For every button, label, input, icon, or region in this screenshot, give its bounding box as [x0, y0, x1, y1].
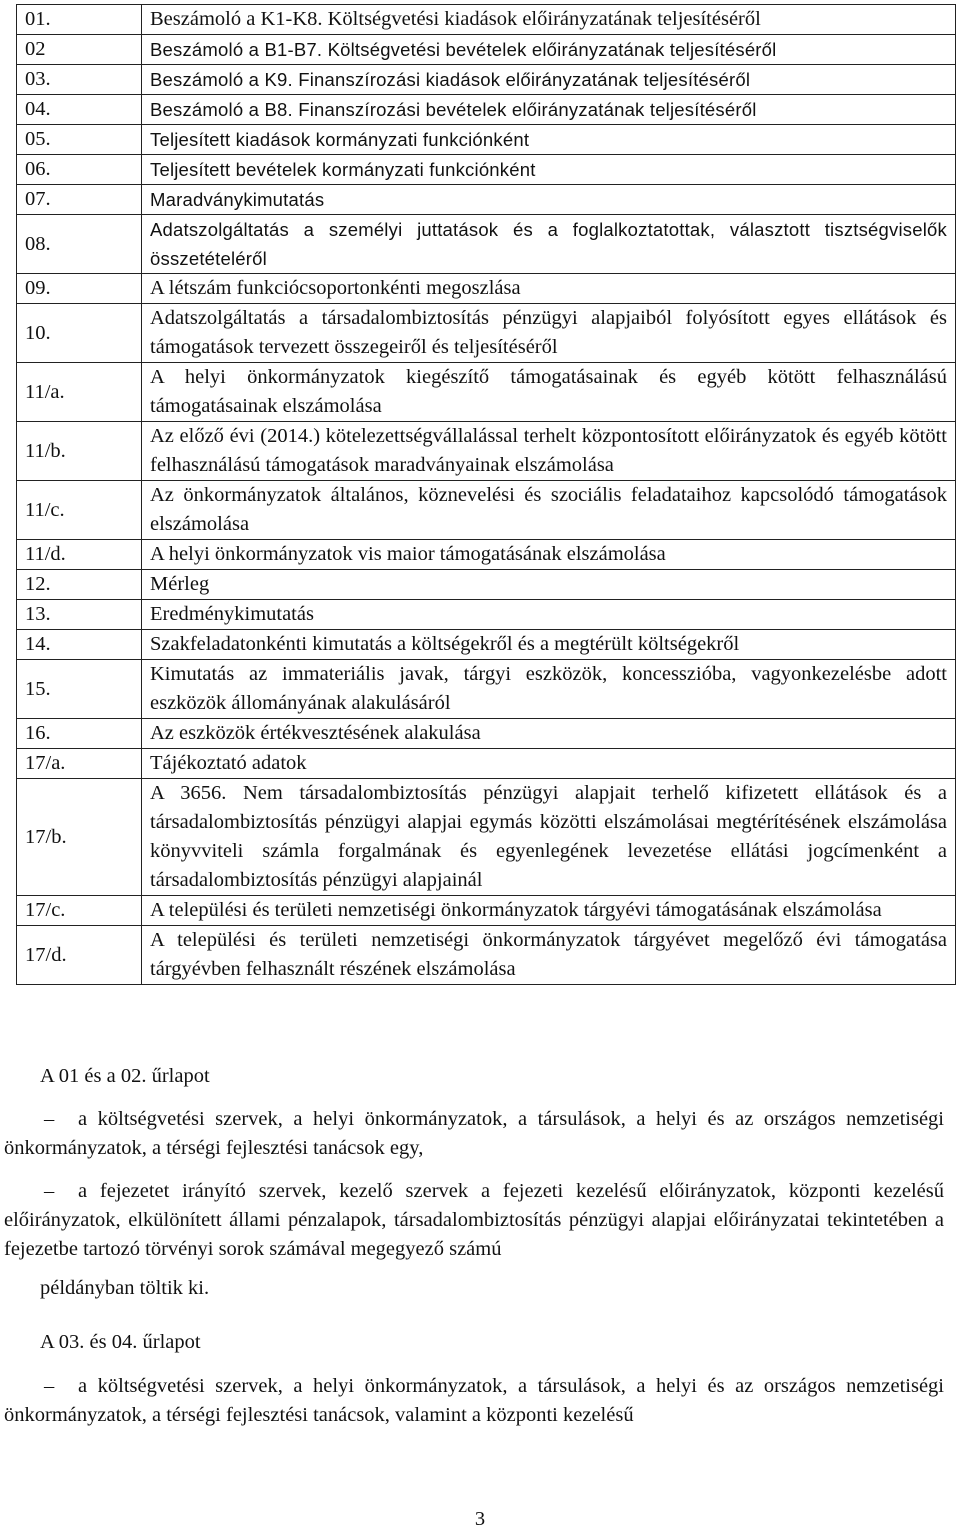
- form-title: Tájékoztató adatok: [142, 749, 956, 779]
- table-row: [17, 481, 956, 540]
- form-number: 04.: [17, 95, 142, 125]
- form-title: Az önkormányzatok általános, köznevelési és szociális feladataihoz kapcsolódó támogatások elszámolása: [142, 481, 956, 540]
- form-title: Adatszolgáltatás a személyi juttatások és a foglalkoztatottak, választott tisztségviselők összetételéről: [142, 215, 956, 274]
- form-number: 08.: [17, 215, 142, 274]
- form-number: 17/a.: [17, 749, 142, 779]
- form-title: A 3656. Nem társadalombiztosítás pénzügyi alapjait terhelő kifizetett ellátások és a társadalombiztosítás pénzügyi alapjai egymás közötti elszámolásai megtérítésének elszámolása könyvviteli számla forgalmának és egyenlegének levezetése ellátási jogcímenként a társadalombiztosítás pénzügyi alapjainál: [142, 779, 956, 896]
- form-title: Eredménykimutatás: [142, 600, 956, 630]
- form-number: 11/b.: [17, 422, 142, 481]
- paragraph-01-02-second: [4, 1177, 944, 1264]
- form-title: Mérleg: [142, 570, 956, 600]
- paragraph-03-04-first: [4, 1372, 944, 1430]
- form-title: Beszámoló a K9. Finanszírozási kiadások előirányzatának teljesítéséről: [142, 65, 956, 95]
- form-title: Az előző évi (2014.) kötelezettségvállalással terhelt központosított előirányzatok és egyéb kötött felhasználású támogatások maradványainak elszámolása: [142, 422, 956, 481]
- table-row: [17, 570, 956, 600]
- form-number: 10.: [17, 304, 142, 363]
- form-title: A létszám funkciócsoportonkénti megoszlása: [142, 274, 956, 304]
- form-title: A helyi önkormányzatok vis maior támogatásának elszámolása: [142, 540, 956, 570]
- form-title: Teljesített kiadások kormányzati funkciónként: [142, 125, 956, 155]
- form-title: Kimutatás az immateriális javak, tárgyi eszközök, koncesszióba, vagyonkezelésbe adott eszközök állományának alakulásáról: [142, 660, 956, 719]
- heading-forms-03-04: A 03. és 04. űrlapot: [40, 1331, 201, 1353]
- form-number: 01.: [17, 5, 142, 35]
- table-row: [17, 363, 956, 422]
- form-title: A települési és területi nemzetiségi önkormányzatok tárgyévi támogatásának elszámolása: [142, 896, 956, 926]
- table-row: [17, 274, 956, 304]
- table-row: [17, 660, 956, 719]
- forms-list-table: [16, 4, 956, 985]
- form-title: Maradványkimutatás: [142, 185, 956, 215]
- form-number: 07.: [17, 185, 142, 215]
- form-number: 11/c.: [17, 481, 142, 540]
- form-number: 02: [17, 35, 142, 65]
- table-row: [17, 125, 956, 155]
- table-row: [17, 926, 956, 985]
- form-number: 05.: [17, 125, 142, 155]
- table-row: [17, 749, 956, 779]
- table-row: [17, 896, 956, 926]
- table-row: [17, 35, 956, 65]
- form-title: Beszámoló a B1-B7. Költségvetési bevételek előirányzatának teljesítéséről: [142, 35, 956, 65]
- form-number: 17/b.: [17, 779, 142, 896]
- form-number: 13.: [17, 600, 142, 630]
- form-number: 17/d.: [17, 926, 142, 985]
- table-row: [17, 600, 956, 630]
- paragraph-01-02-first: [4, 1105, 944, 1163]
- closing-line: példányban töltik ki.: [40, 1277, 210, 1299]
- paragraph-text: a költségvetési szervek, a helyi önkormányzatok, a társulások, a helyi és az országos nemzetiségi önkormányzatok, a térségi fejlesztési tanácsok, valamint a központi kezelésű: [4, 1375, 944, 1426]
- table-row: [17, 540, 956, 570]
- page-number: 3: [474, 1508, 486, 1530]
- table-row: [17, 779, 956, 896]
- form-number: 15.: [17, 660, 142, 719]
- form-number: 09.: [17, 274, 142, 304]
- form-number: 17/c.: [17, 896, 142, 926]
- form-number: 06.: [17, 155, 142, 185]
- form-title: Adatszolgáltatás a társadalombiztosítás pénzügyi alapjaiból folyósított egyes ellátások és támogatások tervezett összegeiről és teljesítéséről: [142, 304, 956, 363]
- form-title: A helyi önkormányzatok kiegészítő támogatásainak és egyéb kötött felhasználású támogatásainak elszámolása: [142, 363, 956, 422]
- form-title: Beszámoló a K1-K8. Költségvetési kiadások előirányzatának teljesítéséről: [142, 5, 956, 35]
- dash-bullet: –: [44, 1375, 55, 1397]
- form-number: 11/d.: [17, 540, 142, 570]
- form-number: 12.: [17, 570, 142, 600]
- heading-forms-01-02: A 01 és a 02. űrlapot: [40, 1065, 210, 1087]
- dash-bullet: –: [44, 1108, 55, 1130]
- form-title: Az eszközök értékvesztésének alakulása: [142, 719, 956, 749]
- table-row: [17, 185, 956, 215]
- paragraph-text: a fejezetet irányító szervek, kezelő szervek a fejezeti kezelésű előirányzatok, központi kezelésű előirányzatok, elkülönített állami pénzalapok, társadalombiztosítás pénzügyi alapjai előirányzatai tekintetében a fejezetbe tartozó törvényi sorok számával megegyező számú: [4, 1180, 944, 1260]
- form-title: A települési és területi nemzetiségi önkormányzatok tárgyévet megelőző évi támogatása tárgyévben felhasznált részének elszámolása: [142, 926, 956, 985]
- form-number: 03.: [17, 65, 142, 95]
- form-title: Teljesített bevételek kormányzati funkciónként: [142, 155, 956, 185]
- paragraph-text: a költségvetési szervek, a helyi önkormányzatok, a társulások, a helyi és az országos nemzetiségi önkormányzatok, a térségi fejlesztési tanácsok egy,: [4, 1108, 944, 1159]
- form-title: Beszámoló a B8. Finanszírozási bevételek előirányzatának teljesítéséről: [142, 95, 956, 125]
- table-row: [17, 95, 956, 125]
- form-number: 14.: [17, 630, 142, 660]
- table-row: [17, 155, 956, 185]
- table-row: [17, 65, 956, 95]
- table-row: [17, 215, 956, 274]
- table-row: [17, 5, 956, 35]
- dash-bullet: –: [44, 1180, 55, 1202]
- form-title: Szakfeladatonkénti kimutatás a költségekről és a megtérült költségekről: [142, 630, 956, 660]
- table-row: [17, 719, 956, 749]
- table-row: [17, 422, 956, 481]
- form-number: 11/a.: [17, 363, 142, 422]
- table-row: [17, 630, 956, 660]
- table-row: [17, 304, 956, 363]
- form-number: 16.: [17, 719, 142, 749]
